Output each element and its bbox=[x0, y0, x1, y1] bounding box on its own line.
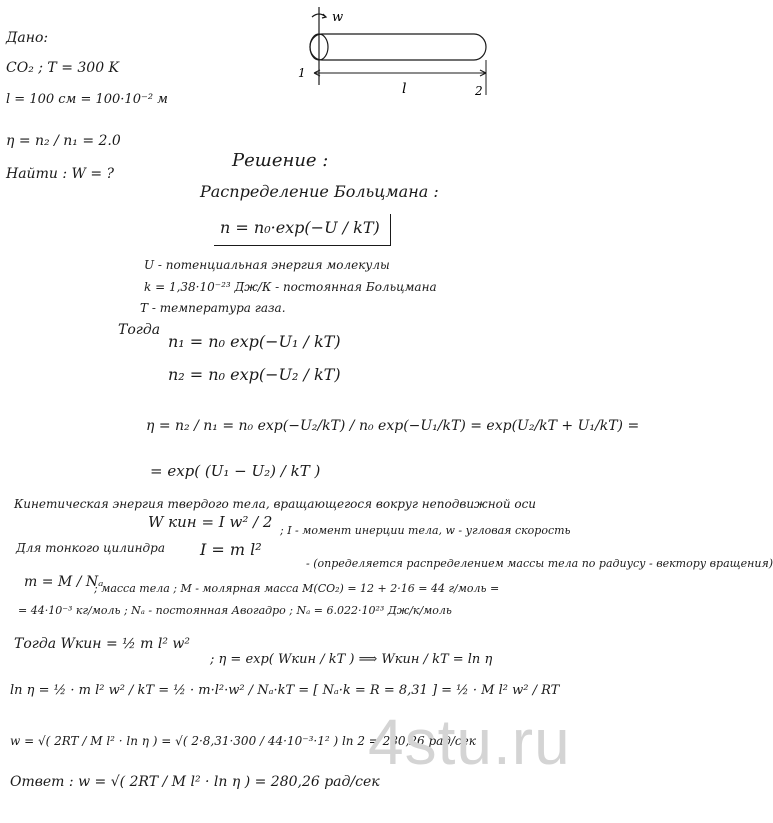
w-kin-note: ; I - момент инерции тела, w - угловая скорость bbox=[280, 524, 571, 537]
rotating-rod-diagram bbox=[292, 5, 512, 97]
inertia-formula: I = m l² bbox=[200, 540, 262, 559]
given-ratio: η = n₂ / n₁ = 2.0 bbox=[6, 133, 121, 149]
def-t: T - температура газа. bbox=[140, 301, 286, 315]
rod-cylinder bbox=[310, 34, 486, 60]
eta-exp: ; η = exp( Wкин / kT ) ⟹ Wкин / kT = ln η bbox=[210, 652, 493, 667]
eta-ratio: η = n₂ / n₁ = n₀ exp(−U₂/kT) / n₀ exp(−U₁/kT) = exp(U₂/kT + U₁/kT) = bbox=[146, 418, 640, 434]
cylinder-prefix: Для тонкого цилиндра bbox=[16, 541, 165, 555]
w-kin-formula: W кин = I w² / 2 bbox=[148, 513, 273, 531]
def-u: U - потенциальная энергия молекулы bbox=[144, 258, 390, 272]
given-gas: CO₂ ; T = 300 K bbox=[6, 60, 120, 76]
given-find: Найти : W = ? bbox=[6, 166, 115, 182]
given-heading: Дано: bbox=[6, 30, 49, 46]
mass-value: = 44·10⁻³ кг/моль ; Nₐ - постоянная Авогадро ; Nₐ = 6.022·10²³ Дж/к/моль bbox=[18, 604, 452, 617]
mass-note: ; масса тела ; M - молярная масса M(CO₂) = 12 + 2·16 = 44 г/моль = bbox=[94, 582, 500, 595]
omega-label: w bbox=[332, 10, 344, 25]
answer: Ответ : w = √( 2RT / M l² · ln η ) = 280,26 рад/сек bbox=[10, 774, 380, 790]
then-1: Тогда bbox=[118, 322, 161, 338]
end-1-label: 1 bbox=[298, 66, 306, 80]
w-formula: w = √( 2RT / M l² · ln η ) = √( 2·8,31·300 / 44·10⁻³·1² ) ln 2 = 280,26 рад/сек bbox=[10, 734, 476, 748]
n2-formula: n₂ = n₀ exp(−U₂ / kT) bbox=[168, 365, 341, 384]
boltzmann-title: Распределение Больцмана : bbox=[200, 182, 439, 201]
eta-result: = exp( (U₁ − U₂) / kT ) bbox=[150, 462, 321, 480]
end-2-label: 2 bbox=[475, 84, 483, 98]
length-label: l bbox=[402, 81, 407, 97]
mass-formula: m = M / Nₐ bbox=[24, 574, 104, 590]
n1-formula: n₁ = n₀ exp(−U₁ / kT) bbox=[168, 332, 341, 351]
kinetic-energy-line: Кинетическая энергия твердого тела, вращающегося вокруг неподвижной оси bbox=[14, 497, 537, 511]
inertia-note: - (определяется распределением массы тела по радиусу - вектору вращения) bbox=[306, 557, 773, 570]
boltzmann-formula: n = n₀·exp(−U / kT) bbox=[214, 214, 391, 246]
given-length: l = 100 см = 100·10⁻² м bbox=[6, 92, 168, 107]
def-k: k = 1,38·10⁻²³ Дж/К - постоянная Больцмана bbox=[144, 280, 437, 294]
solution-title: Решение : bbox=[232, 150, 329, 171]
ln-eta-chain: ln η = ½ · m l² w² / kT = ½ · m·l²·w² / Nₐ·kT = [ Nₐ·k = R = 8,31 ] = ½ · M l² w² / RT bbox=[10, 683, 560, 698]
then-2: Тогда Wкин = ½ m l² w² bbox=[14, 636, 191, 652]
watermark: 4stu.ru bbox=[368, 706, 571, 778]
